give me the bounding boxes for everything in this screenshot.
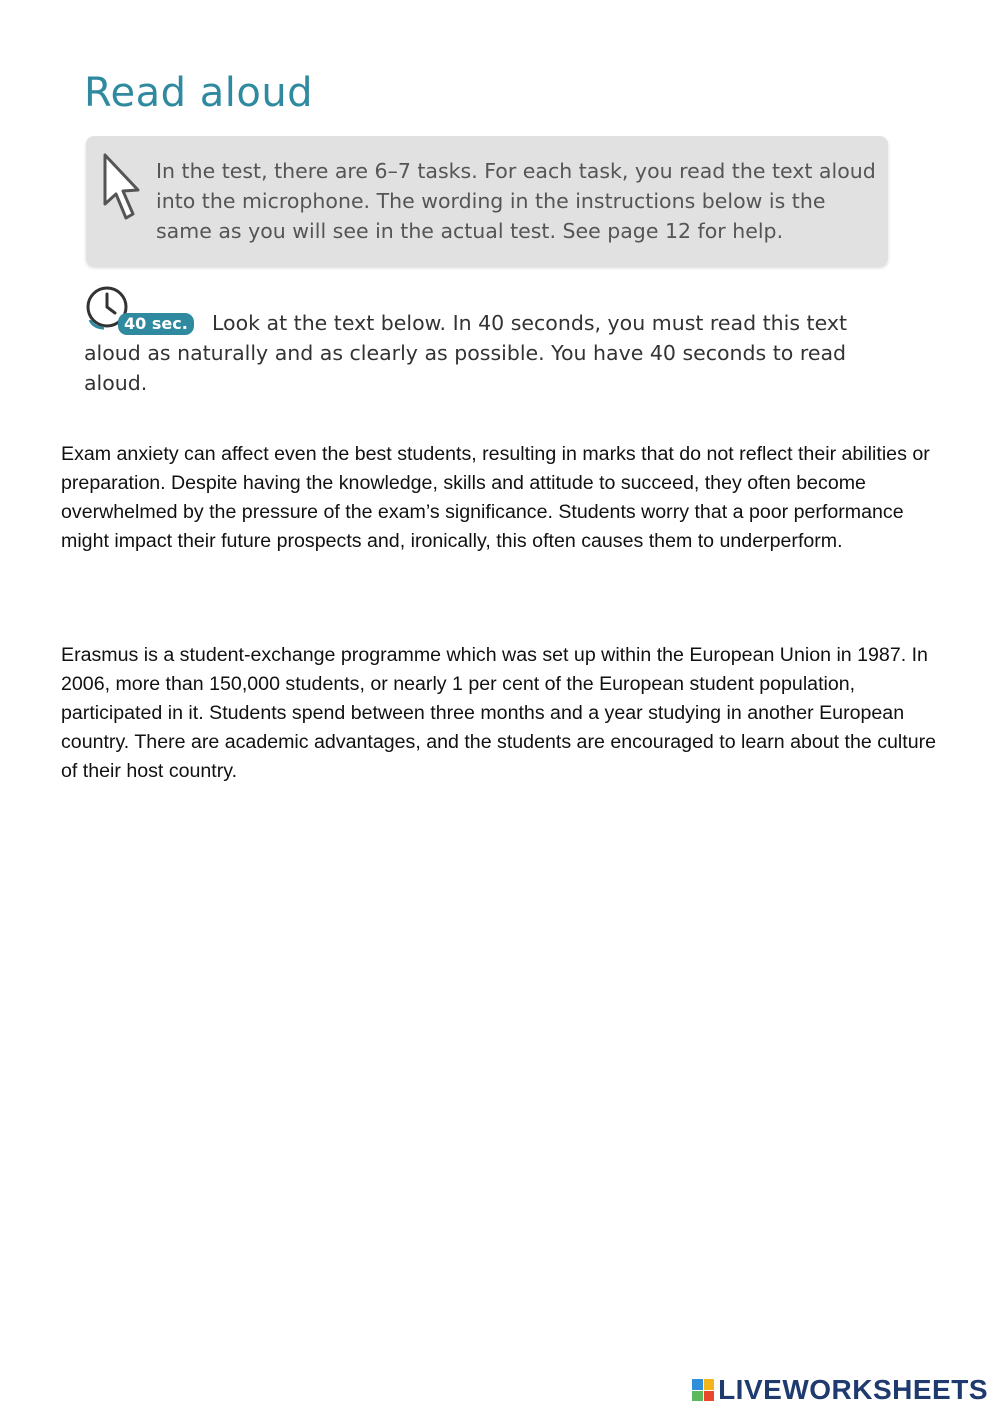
page-title: Read aloud: [84, 70, 314, 116]
footer-logo: [692, 1374, 988, 1406]
time-badge: 40 sec.: [118, 313, 194, 335]
cursor-arrow-icon: [102, 152, 142, 224]
info-text: In the test, there are 6–7 tasks. For each task, you read the text aloud into the microphone. The wording in the instructions below is the same as you will see in the actual test. See page 12 for help.: [156, 159, 876, 243]
reading-passage-1: Exam anxiety can affect even the best students, resulting in marks that do not reflect their abilities or preparation. Despite having the knowledge, skills and attitude to succeed, they often become overwhelmed by the pressure of the exam’s significance. Students worry that a poor performance might impact their future prospects and, ironically, this often causes them to underperform.: [61, 443, 930, 552]
instruction-text: Look at the text below. In 40 seconds, you must read this text aloud as naturally and as clearly as possible. You have 40 seconds to read aloud.: [84, 311, 847, 395]
logo-square: [692, 1391, 703, 1402]
info-box: [86, 136, 888, 266]
reading-passage-2: Erasmus is a student-exchange programme which was set up within the European Union in 1987. In 2006, more than 150,000 students, or nearly 1 per cent of the European student population, participated in it. Students spend between three months and a year studying in another European country. There are academic advantages, and the students are encouraged to learn about the culture of their host country.: [61, 644, 937, 782]
logo-square: [692, 1379, 703, 1390]
logo-square: [704, 1379, 715, 1390]
liveworksheets-logo-icon: [692, 1379, 714, 1401]
logo-square: [704, 1391, 715, 1402]
brand-name: LIVEWORKSHEETS: [718, 1374, 988, 1405]
